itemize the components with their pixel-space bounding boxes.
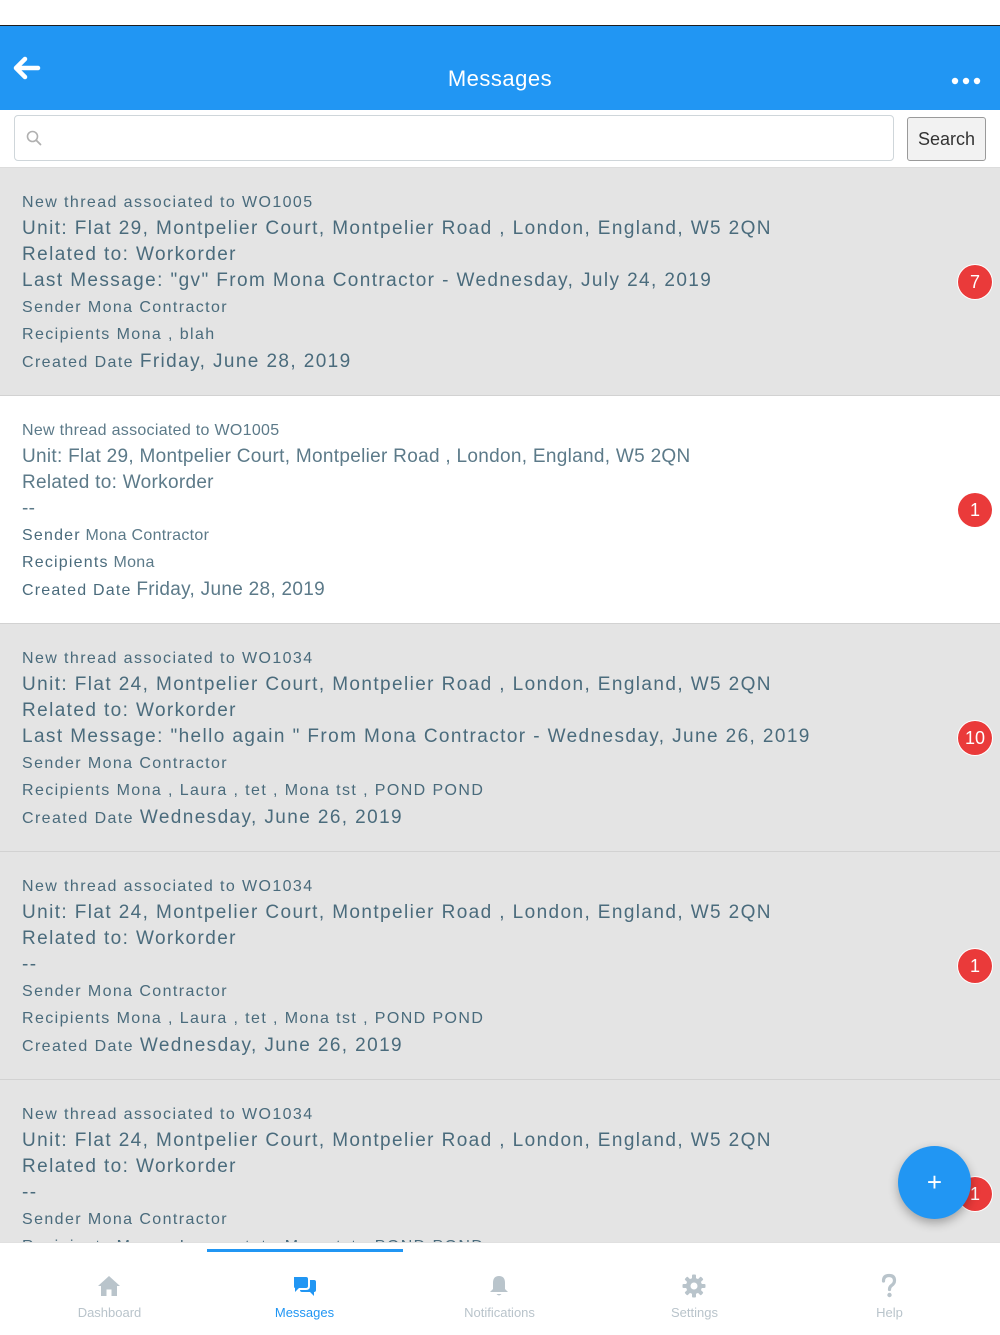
tab-label: Help — [876, 1305, 903, 1320]
tab-messages[interactable] — [207, 1243, 402, 1335]
thread-recipients — [22, 549, 940, 576]
tab-label: Settings — [671, 1305, 718, 1320]
recipients-value: Mona , Laura , tet , Mona tst , POND POND — [116, 1010, 485, 1027]
sender-label: Sender — [22, 1211, 82, 1228]
thread-row[interactable] — [0, 396, 1000, 624]
app-header — [0, 26, 1000, 110]
thread-recipients — [22, 1005, 940, 1032]
tab-label: Notifications — [464, 1305, 535, 1320]
ellipsis-icon — [946, 56, 986, 86]
thread-heading: New thread associated to WO1005 — [22, 194, 314, 211]
thread-row[interactable] — [0, 168, 1000, 396]
thread-row[interactable] — [0, 852, 1000, 1080]
home-icon — [96, 1273, 122, 1299]
thread-heading: New thread associated to WO1005 — [22, 422, 280, 439]
created-date-label: Created Date — [22, 582, 132, 599]
thread-unit: Unit: Flat 24, Montpelier Court, Montpelier Road , London, England, W5 2QN — [22, 902, 772, 923]
thread-related: Related to: Workorder — [22, 928, 237, 949]
thread-heading: New thread associated to WO1034 — [22, 650, 314, 667]
sender-label: Sender — [22, 983, 82, 1000]
thread-related: Related to: Workorder — [22, 244, 237, 265]
thread-heading: New thread associated to WO1034 — [22, 1106, 314, 1123]
created-date-value: Wednesday, June 26, 2019 — [139, 807, 404, 828]
created-date-value: Friday, June 28, 2019 — [139, 351, 352, 372]
thread-recipients — [22, 321, 940, 348]
question-icon — [876, 1273, 902, 1299]
thread-created-date — [22, 348, 940, 375]
thread-created-date — [22, 804, 940, 831]
gear-icon — [681, 1273, 707, 1299]
thread-sender — [22, 522, 940, 549]
unread-count-badge: 7 — [958, 265, 992, 299]
unread-count-badge: 1 — [958, 1177, 992, 1211]
unread-count-badge: 10 — [958, 721, 992, 755]
search-input[interactable] — [53, 116, 883, 160]
thread-last-message: Last Message: "hello again " From Mona Contractor - Wednesday, June 26, 2019 — [22, 726, 811, 747]
thread-last-message: Last Message: "gv" From Mona Contractor - Wednesday, July 24, 2019 — [22, 270, 713, 291]
bell-icon — [486, 1273, 512, 1299]
tab-settings[interactable] — [597, 1243, 792, 1335]
created-date-label: Created Date — [22, 1038, 134, 1055]
thread-sender — [22, 750, 940, 777]
sender-label: Sender — [22, 527, 81, 544]
chat-bubbles-icon — [291, 1273, 317, 1299]
thread-related: Related to: Workorder — [22, 1156, 237, 1177]
search-icon — [25, 129, 43, 147]
tab-help[interactable] — [792, 1243, 987, 1335]
thread-related: Related to: Workorder — [22, 472, 214, 493]
recipients-value: Mona , blah — [116, 326, 216, 343]
page-title: Messages — [447, 66, 553, 91]
thread-last-message: -- — [22, 1182, 38, 1203]
recipients-label: Recipients — [22, 554, 109, 571]
sender-value: Mona Contractor — [87, 299, 229, 316]
more-options-button[interactable] — [946, 56, 986, 86]
sender-label: Sender — [22, 299, 82, 316]
recipients-label: Recipients — [22, 326, 111, 343]
search-field — [14, 115, 894, 161]
thread-recipients — [22, 777, 940, 804]
created-date-label: Created Date — [22, 810, 134, 827]
thread-last-message: -- — [22, 954, 38, 975]
thread-list — [0, 168, 1000, 1242]
search-bar — [0, 110, 1000, 168]
recipients-value: Mona — [113, 554, 155, 571]
thread-created-date — [22, 576, 940, 603]
tab-dashboard[interactable] — [12, 1243, 207, 1335]
tab-label: Dashboard — [77, 1305, 142, 1320]
tab-notifications[interactable] — [402, 1243, 597, 1335]
thread-sender — [22, 294, 940, 321]
thread-unit: Unit: Flat 29, Montpelier Court, Montpelier Road , London, England, W5 2QN — [22, 446, 691, 467]
created-date-value: Friday, June 28, 2019 — [136, 579, 326, 600]
recipients-value: Mona , Laura , tet , Mona tst , POND POND — [116, 782, 485, 799]
sender-value: Mona Contractor — [87, 1211, 229, 1228]
thread-sender — [22, 978, 940, 1005]
recipients-label: Recipients — [22, 782, 111, 799]
sender-value: Mona Contractor — [85, 527, 210, 544]
thread-unit: Unit: Flat 29, Montpelier Court, Montpelier Road , London, England, W5 2QN — [22, 218, 772, 239]
thread-last-message: -- — [22, 498, 36, 519]
created-date-label: Created Date — [22, 354, 134, 371]
sender-value: Mona Contractor — [87, 983, 229, 1000]
unread-count-badge: 1 — [958, 949, 992, 983]
plus-icon: + — [926, 1167, 943, 1197]
new-thread-button[interactable] — [898, 1146, 971, 1219]
created-date-value: Wednesday, June 26, 2019 — [139, 1035, 404, 1056]
thread-unit: Unit: Flat 24, Montpelier Court, Montpelier Road , London, England, W5 2QN — [22, 674, 772, 695]
thread-row[interactable] — [0, 624, 1000, 852]
sender-label: Sender — [22, 755, 82, 772]
status-bar — [0, 0, 1000, 26]
thread-unit: Unit: Flat 24, Montpelier Court, Montpelier Road , London, England, W5 2QN — [22, 1130, 772, 1151]
thread-heading: New thread associated to WO1034 — [22, 878, 314, 895]
thread-sender — [22, 1206, 940, 1233]
unread-count-badge: 1 — [958, 493, 992, 527]
thread-related: Related to: Workorder — [22, 700, 237, 721]
tab-bar — [0, 1242, 1000, 1334]
thread-created-date — [22, 1032, 940, 1059]
sender-value: Mona Contractor — [87, 755, 229, 772]
tab-label: Messages — [274, 1305, 335, 1320]
search-button[interactable]: Search — [907, 117, 986, 161]
recipients-label: Recipients — [22, 1010, 111, 1027]
